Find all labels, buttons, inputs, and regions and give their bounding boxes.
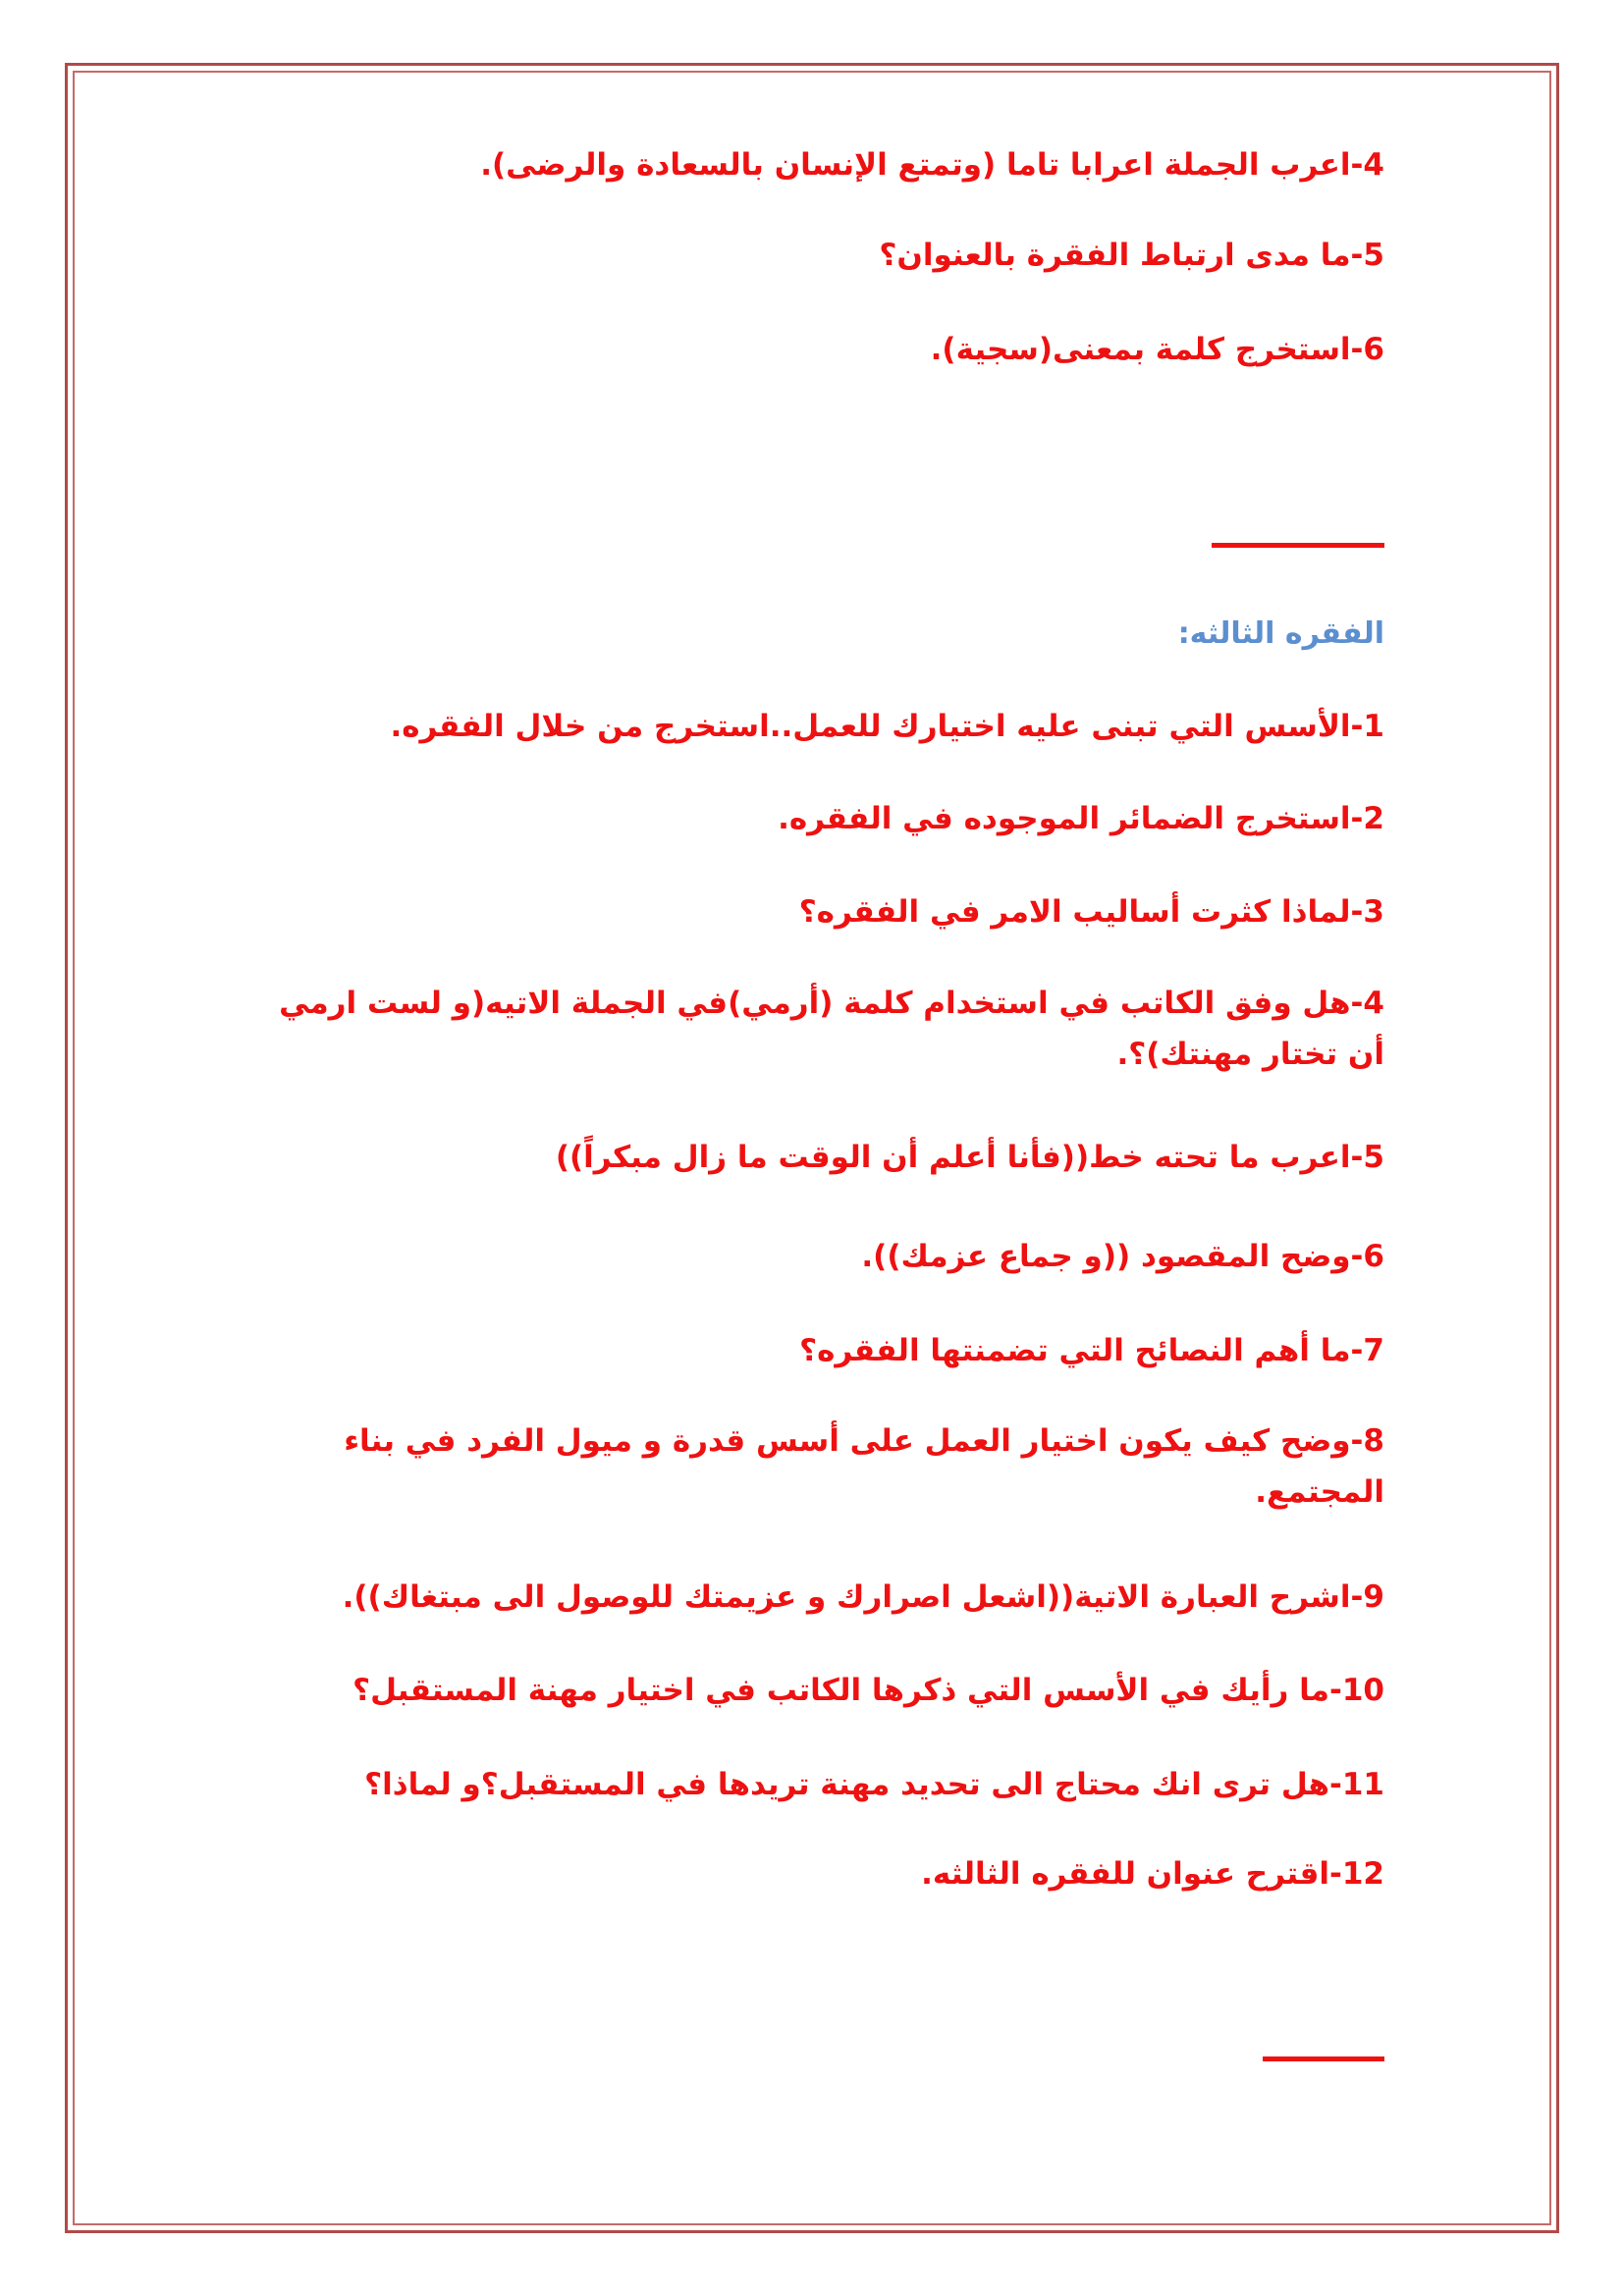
- end-divider: [1263, 2056, 1384, 2061]
- question-6: 6-وضح المقصود ((و جماع عزمك)).: [861, 1239, 1384, 1274]
- question-11: 11-هل ترى انك محتاج الى تحديد مهنة تريدها في المستقبل؟و لماذا؟: [364, 1767, 1384, 1802]
- question-5-prev: 5-ما مدى ارتباط الفقرة بالعنوان؟: [879, 238, 1384, 273]
- question-9: 9-اشرح العبارة الاتية((اشعل اصرارك و عزيمتك للوصول الى مبتغاك)).: [342, 1579, 1384, 1615]
- question-6-prev: 6-استخرج كلمة بمعنى(سجية).: [930, 332, 1384, 367]
- question-1: 1-الأسس التي تبنى عليه اختيارك للعمل..استخرج من خلال الفقره.: [390, 709, 1384, 744]
- question-12: 12-اقترح عنوان للفقره الثالثه.: [921, 1856, 1384, 1892]
- section-heading: الفقره الثالثه:: [1177, 616, 1384, 651]
- question-4: 4-هل وفق الكاتب في استخدام كلمة (أرمي)في الجملة الاتيه(و لست ارمي أن تختار مهنتك)؟.: [279, 986, 1384, 1072]
- question-2: 2-استخرج الضمائر الموجوده في الفقره.: [778, 801, 1384, 836]
- question-4-prev: 4-اعرب الجملة اعرابا تاما (وتمتع الإنسان بالسعادة والرضى).: [480, 147, 1384, 183]
- question-8: 8-وضح كيف يكون اختيار العمل على أسس قدرة و ميول الفرد في بناء المجتمع.: [344, 1423, 1384, 1510]
- question-10: 10-ما رأيك في الأسس التي ذكرها الكاتب في اختيار مهنة المستقبل؟: [352, 1673, 1384, 1708]
- section-divider: [1212, 543, 1384, 548]
- question-3: 3-لماذا كثرت أساليب الامر في الفقره؟: [798, 894, 1384, 930]
- question-5: 5-اعرب ما تحته خط((فأنا أعلم أن الوقت ما زال مبكراً)): [555, 1140, 1384, 1175]
- question-7: 7-ما أهم النصائح التي تضمنتها الفقره؟: [799, 1333, 1384, 1368]
